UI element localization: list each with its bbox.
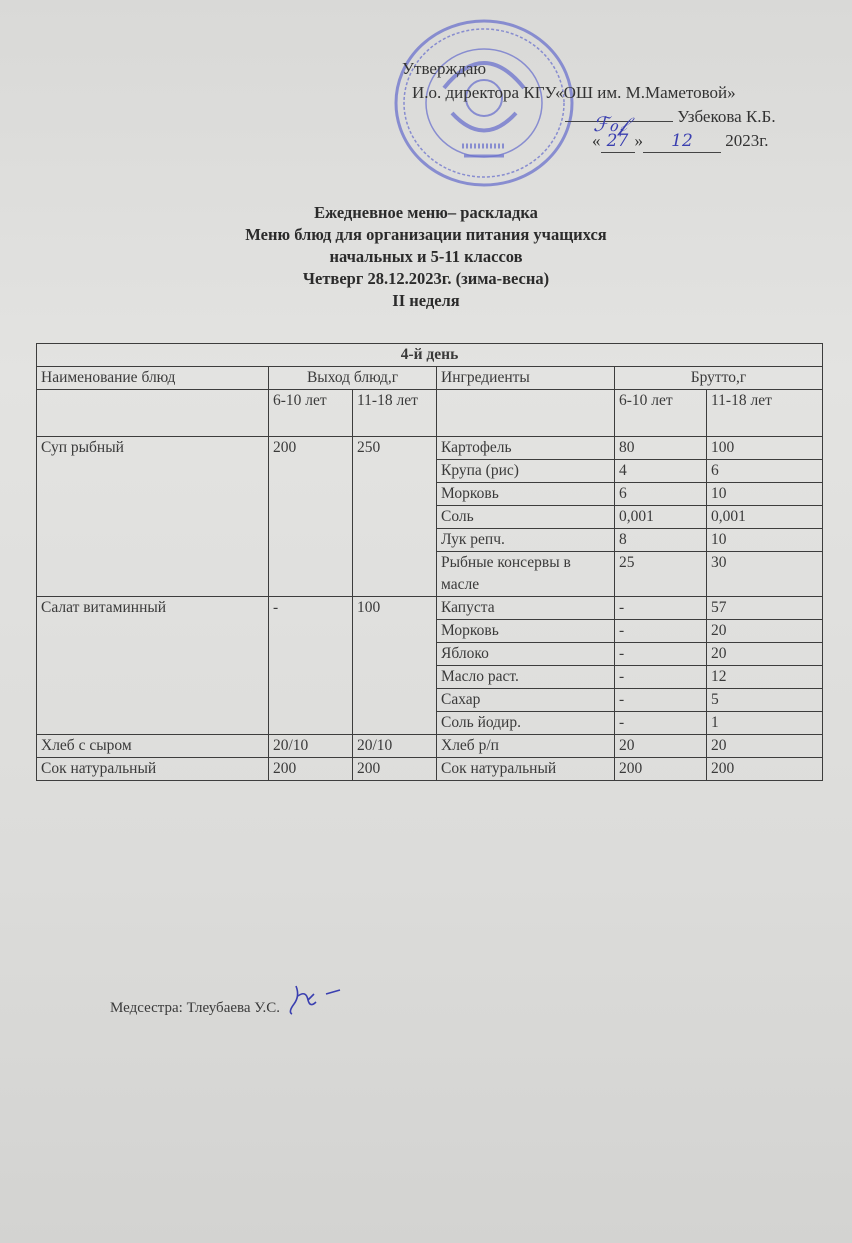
dish-yield-11-18: 100 (353, 597, 437, 735)
menu-table (36, 343, 823, 781)
approval-title: Утверждаю (402, 59, 487, 78)
handwritten-signature-icon (286, 982, 342, 1016)
table-row (37, 437, 823, 460)
dish-name: Салат витаминный (37, 597, 269, 735)
doc-subtitle: Меню блюд для организации питания учащихся (245, 225, 607, 244)
approval-date (592, 130, 769, 153)
dish-yield-11-18: 20/10 (353, 735, 437, 758)
header-ingredients: Ингредиенты (437, 367, 615, 390)
subheader-empty-ingredients (437, 390, 615, 437)
date-close-quote: » (634, 131, 643, 150)
ingredient-name: Соль йодир. (437, 712, 615, 735)
ingredient-gross-6-10: - (615, 643, 707, 666)
day-row (37, 344, 823, 367)
dish-yield-11-18: 250 (353, 437, 437, 597)
ingredient-gross-6-10: - (615, 712, 707, 735)
ingredient-gross-11-18: 6 (707, 460, 823, 483)
ingredient-gross-11-18: 200 (707, 758, 823, 781)
nurse-label: Медсестра: Тлеубаева У.С. (110, 1000, 280, 1016)
dish-yield-6-10: 200 (269, 437, 353, 597)
ingredient-gross-6-10: 20 (615, 735, 707, 758)
date-day: 27 (601, 130, 635, 153)
date-month: 12 (643, 130, 721, 153)
ingredient-gross-11-18: 20 (707, 643, 823, 666)
ingredient-gross-11-18: 20 (707, 735, 823, 758)
ingredient-gross-11-18: 30 (707, 552, 823, 597)
doc-date: Четверг 28.12.2023г. (зима-весна) (302, 269, 550, 288)
dish-name: Хлеб с сыром (37, 735, 269, 758)
subheader-gross-age1: 6-10 лет (615, 390, 707, 437)
day-label: 4-й день (37, 344, 823, 367)
header-row (37, 367, 823, 390)
doc-classes: начальных и 5-11 классов (329, 247, 523, 266)
dish-yield-6-10: - (269, 597, 353, 735)
date-year: 2023г. (725, 131, 769, 150)
ingredient-gross-6-10: - (615, 666, 707, 689)
doc-week: II неделя (392, 291, 460, 310)
dish-yield-11-18: 200 (353, 758, 437, 781)
ingredient-gross-11-18: 57 (707, 597, 823, 620)
ingredient-name: Масло раст. (437, 666, 615, 689)
table-row (37, 758, 823, 781)
subheader-gross-age2: 11-18 лет (707, 390, 823, 437)
ingredient-name: Сахар (437, 689, 615, 712)
ingredient-gross-6-10: 6 (615, 483, 707, 506)
doc-title: Ежедневное меню– раскладка (314, 203, 538, 222)
table-row (37, 735, 823, 758)
ingredient-name: Соль (437, 506, 615, 529)
approval-signer-row (565, 106, 776, 136)
header-yield: Выход блюд,г (269, 367, 437, 390)
date-open-quote: « (592, 131, 601, 150)
ingredient-gross-11-18: 12 (707, 666, 823, 689)
ingredient-gross-6-10: 25 (615, 552, 707, 597)
dish-yield-6-10: 20/10 (269, 735, 353, 758)
subheader-yield-age2: 11-18 лет (353, 390, 437, 437)
ingredient-gross-6-10: 4 (615, 460, 707, 483)
ingredient-name: Морковь (437, 483, 615, 506)
dish-name: Сок натуральный (37, 758, 269, 781)
ingredient-gross-6-10: - (615, 689, 707, 712)
ingredient-gross-6-10: 200 (615, 758, 707, 781)
ingredient-gross-11-18: 1 (707, 712, 823, 735)
ingredient-gross-11-18: 20 (707, 620, 823, 643)
ingredient-gross-6-10: 8 (615, 529, 707, 552)
subheader-empty (37, 390, 269, 437)
approval-position: И.о. директора КГУ«ОШ им. М.Маметовой» (412, 83, 736, 102)
ingredient-name: Морковь (437, 620, 615, 643)
ingredient-gross-11-18: 100 (707, 437, 823, 460)
ingredient-name: Крупа (рис) (437, 460, 615, 483)
subheader-row (37, 390, 823, 437)
ingredient-name: Лук репч. (437, 529, 615, 552)
ingredient-gross-11-18: 10 (707, 483, 823, 506)
ingredient-name: Яблоко (437, 643, 615, 666)
ingredient-name: Хлеб р/п (437, 735, 615, 758)
ingredient-gross-6-10: 0,001 (615, 506, 707, 529)
header-gross: Брутто,г (615, 367, 823, 390)
ingredient-name: Рыбные консервы в масле (437, 552, 615, 597)
ingredient-name: Сок натуральный (437, 758, 615, 781)
approval-signer: Узбекова К.Б. (677, 107, 776, 126)
ingredient-gross-6-10: - (615, 597, 707, 620)
subheader-yield-age1: 6-10 лет (269, 390, 353, 437)
nurse-signature-block (110, 982, 342, 1017)
table-row (37, 597, 823, 620)
dish-yield-6-10: 200 (269, 758, 353, 781)
ingredient-gross-11-18: 0,001 (707, 506, 823, 529)
header-dish: Наименование блюд (37, 367, 269, 390)
ingredient-gross-11-18: 10 (707, 529, 823, 552)
director-signature-line (565, 112, 673, 136)
ingredient-name: Картофель (437, 437, 615, 460)
ingredient-gross-11-18: 5 (707, 689, 823, 712)
ingredient-gross-6-10: - (615, 620, 707, 643)
director-signature-icon: ℱℴ𝒻 (593, 112, 627, 136)
ingredient-gross-6-10: 80 (615, 437, 707, 460)
dish-name: Суп рыбный (37, 437, 269, 597)
ingredient-name: Капуста (437, 597, 615, 620)
